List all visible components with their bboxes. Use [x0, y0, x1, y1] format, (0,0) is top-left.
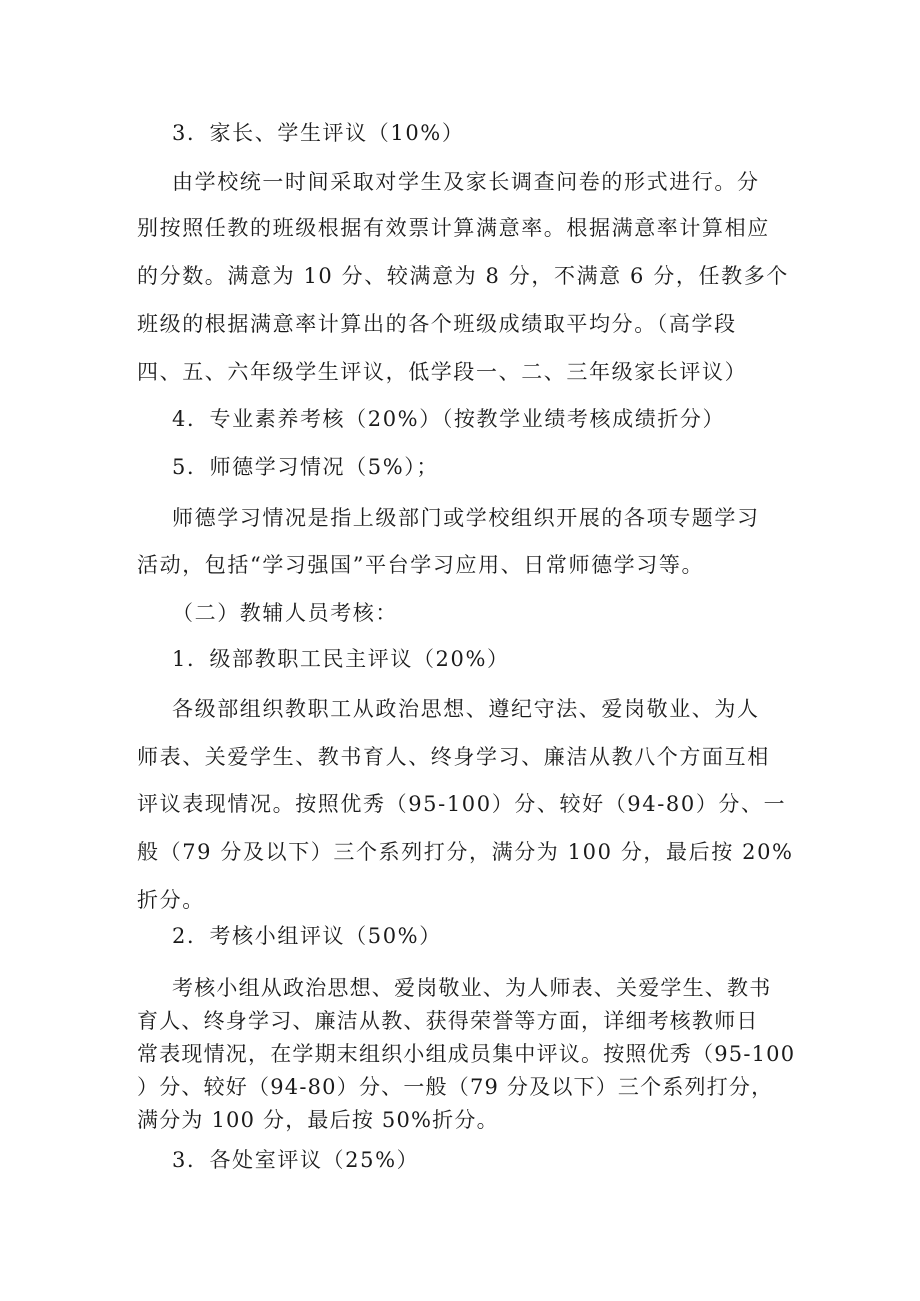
paragraph-line: 常表现情况，在学期末组织小组成员集中评议。按照优秀（95-100: [137, 1042, 796, 1066]
paragraph-line: 四、五、六年级学生评议，低学段一、二、三年级家长评议）: [137, 360, 748, 384]
paragraph-line: 师表、关爱学生、教书育人、终身学习、廉洁从教八个方面互相: [137, 745, 770, 769]
paragraph-line: ）分、较好（94-80）分、一般（79 分及以下）三个系列打分，: [137, 1075, 774, 1099]
paragraph-line: 满分为 100 分，最后按 50%折分。: [137, 1108, 499, 1132]
heading-department-review: 3．各处室评议（25%）: [172, 1148, 420, 1172]
heading-staff-democratic-review: 1．级部教职工民主评议（20%）: [172, 647, 510, 671]
paragraph-line: 师德学习情况是指上级部门或学校组织开展的各项专题学习: [172, 506, 760, 530]
heading-parent-student-review: 3．家长、学生评议（10%）: [172, 121, 465, 145]
heading-assessment-group-review: 2．考核小组评议（50%）: [172, 924, 442, 948]
heading-professional-quality: 4．专业素养考核（20%）（按教学业绩考核成绩折分）: [172, 407, 726, 431]
heading-ethics-study: 5．师德学习情况（5%）；: [172, 455, 439, 479]
paragraph-line: 评议表现情况。按照优秀（95-100）分、较好（94-80）分、一: [137, 792, 787, 816]
section-heading-support-staff: （二）教辅人员考核：: [172, 601, 398, 625]
paragraph-line: 考核小组从政治思想、爱岗敬业、为人师表、关爱学生、教书: [172, 976, 772, 1000]
paragraph-line: 般（79 分及以下）三个系列打分，满分为 100 分，最后按 20%: [137, 840, 794, 864]
paragraph-line: 育人、终身学习、廉洁从教、获得荣誉等方面，详细考核教师日: [137, 1009, 759, 1033]
paragraph-line: 折分。: [137, 888, 205, 912]
paragraph-line: 班级的根据满意率计算出的各个班级成绩取平均分。（高学段: [137, 312, 737, 336]
paragraph-line: 别按照任教的班级根据有效票计算满意率。根据满意率计算相应: [137, 216, 770, 240]
paragraph-line: 活动，包括“学习强国”平台学习应用、日常师德学习等。: [137, 553, 705, 577]
paragraph-line: 各级部组织教职工从政治思想、遵纪守法、爱岗敬业、为人: [172, 697, 760, 721]
paragraph-line: 由学校统一时间采取对学生及家长调查问卷的形式进行。分: [172, 170, 760, 194]
paragraph-line: 的分数。满意为 10 分、较满意为 8 分，不满意 6 分，任教多个: [137, 264, 789, 288]
